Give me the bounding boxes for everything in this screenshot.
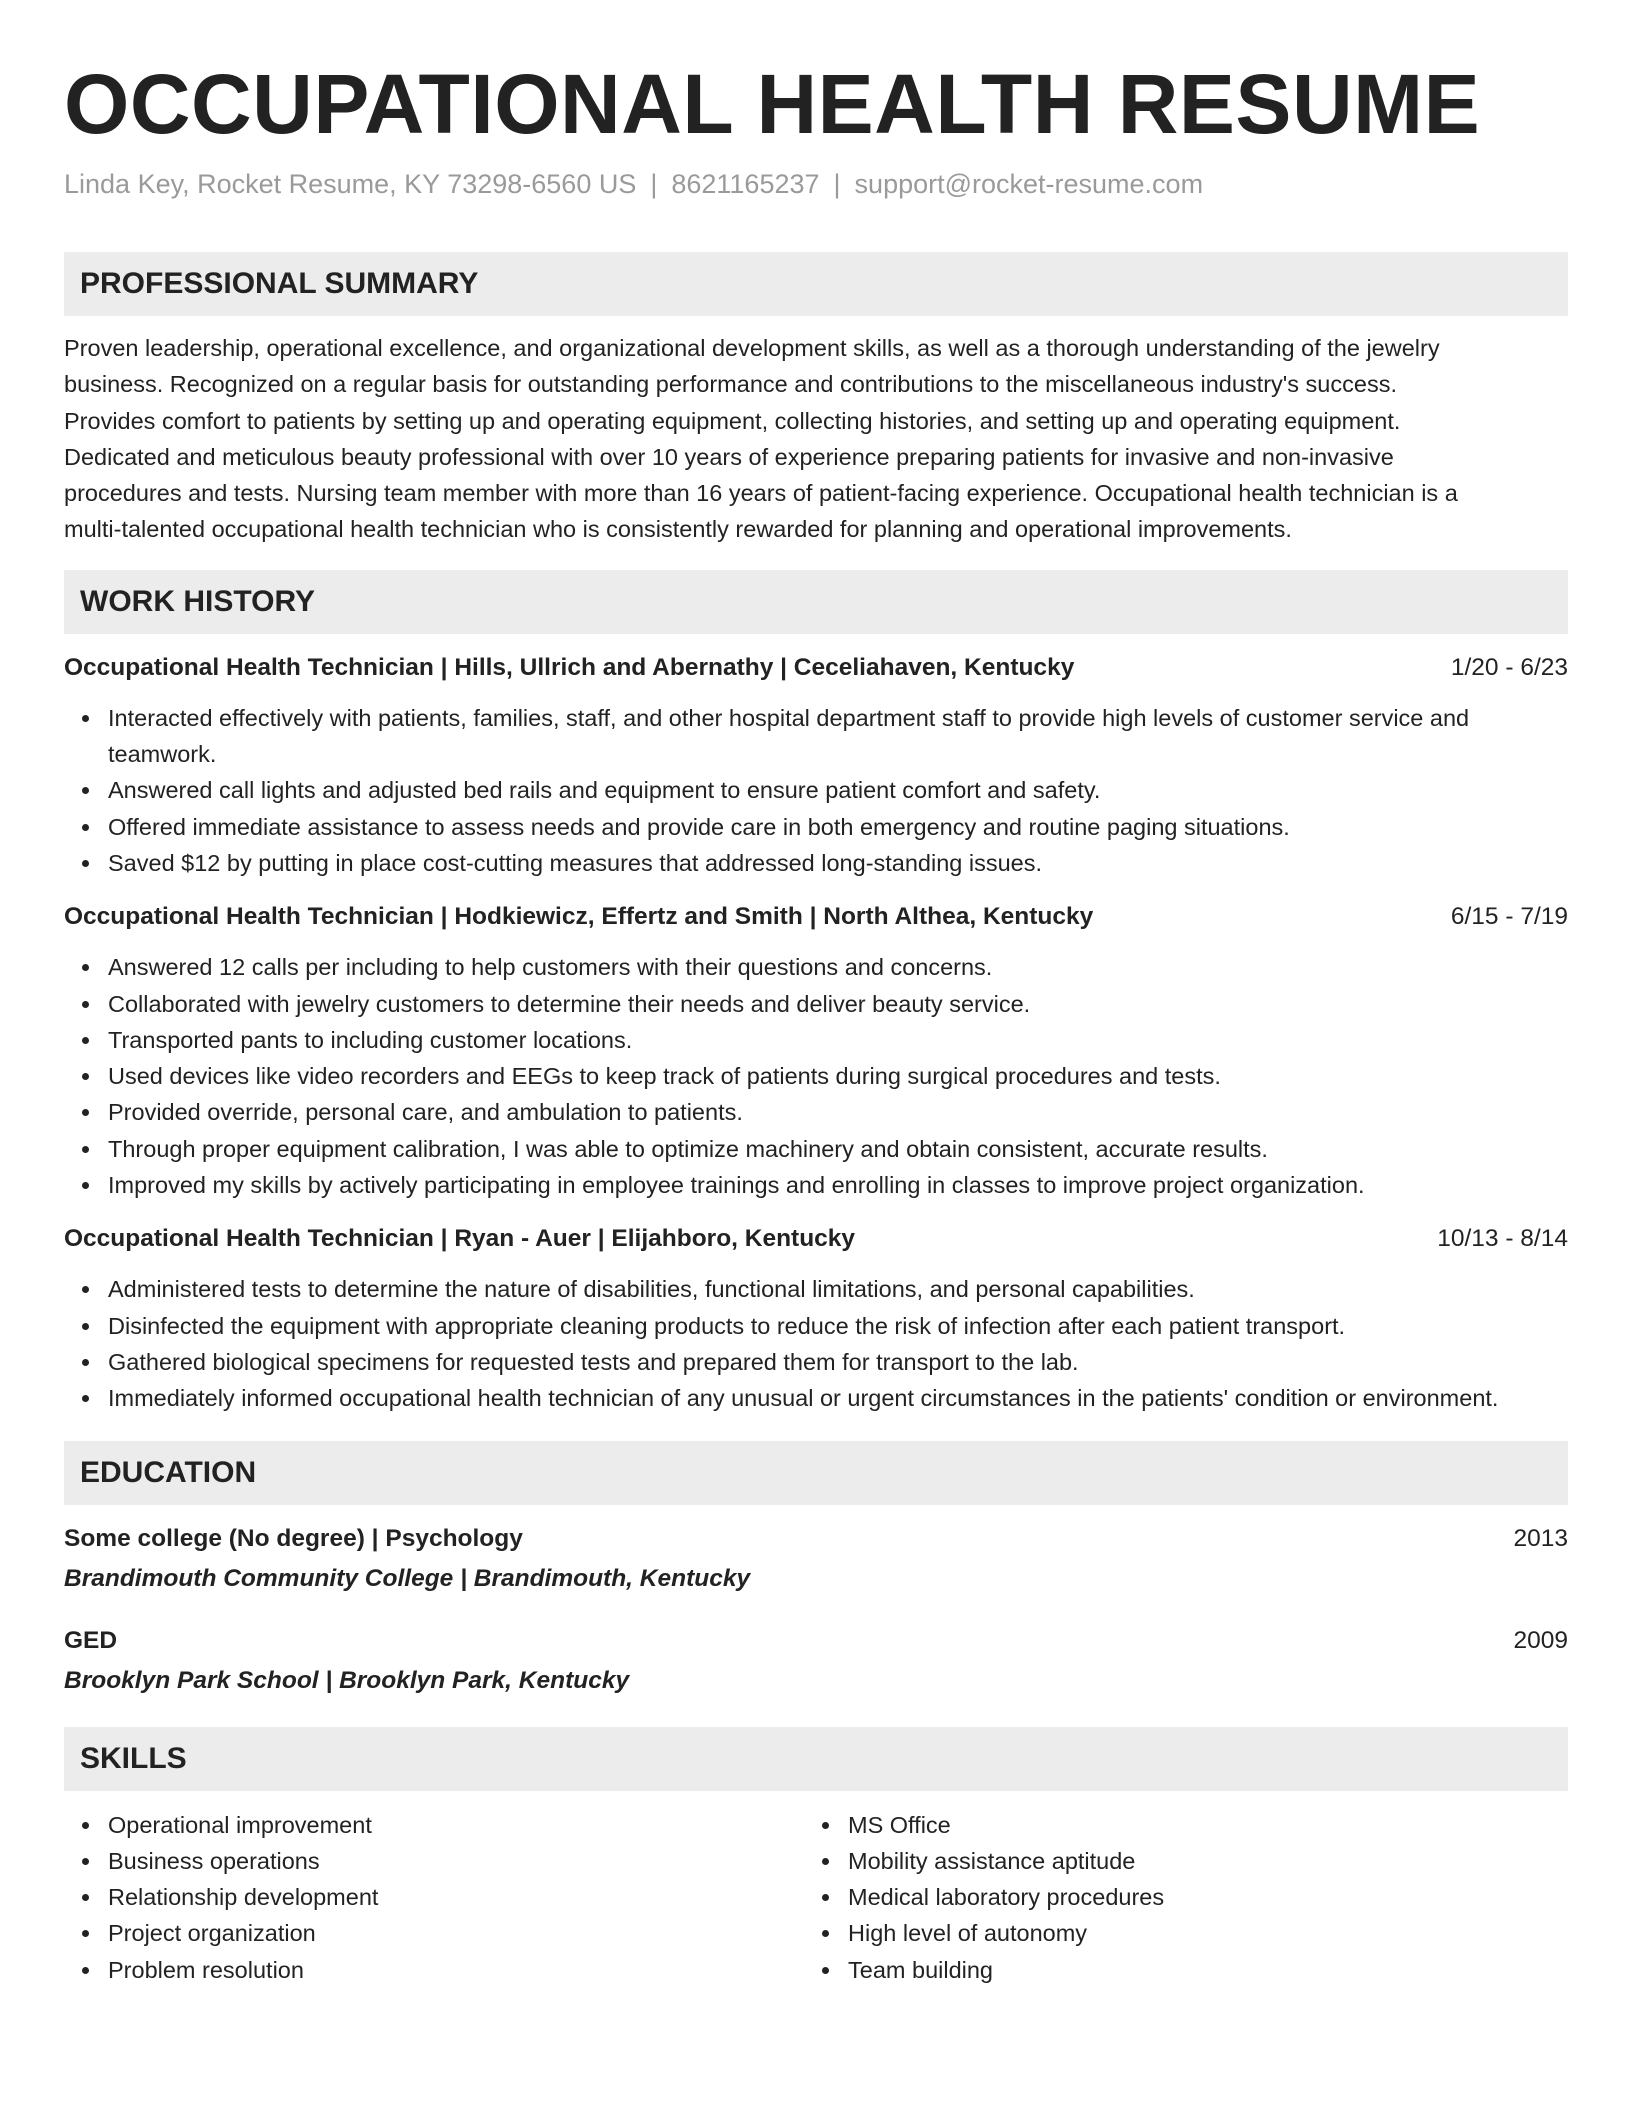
contact-line <box>64 166 1568 202</box>
job-title: Occupational Health Technician | Hills, Ullrich and Abernathy | Ceceliahaven, Kentucky <box>64 653 1075 681</box>
job-dates: 6/15 - 7/19 <box>1450 903 1568 931</box>
education-year: 2013 <box>1513 1524 1568 1552</box>
job-entry <box>64 1223 1568 1416</box>
skills-column-right <box>804 1807 1544 1988</box>
summary-line: business. Recognized on a regular basis for outstanding performance and contributions to the miscellaneous industry's success. <box>64 371 1397 398</box>
skill-item: Relationship development <box>64 1879 804 1915</box>
section-heading-work: WORK HISTORY <box>64 570 1568 634</box>
education-school: Brooklyn Park School | Brooklyn Park, Kentucky <box>64 1666 630 1694</box>
job-bullet: Transported pants to including customer locations. <box>64 1022 1568 1058</box>
section-heading-education: EDUCATION <box>64 1441 1568 1505</box>
job-bullets <box>64 949 1568 1203</box>
summary-line: Proven leadership, operational excellence, and organizational development skills, as well as a thorough understanding of the jewelry <box>64 335 1440 361</box>
job-bullet: Disinfected the equipment with appropriate cleaning products to reduce the risk of infection after each patient transport. <box>64 1308 1568 1344</box>
contact-email: support@rocket-resume.com <box>854 169 1204 199</box>
skill-item: MS Office <box>804 1807 1544 1843</box>
job-bullet: Interacted effectively with patients, families, staff, and other hospital department staff to provide high levels of customer service and teamwork. <box>64 700 1568 773</box>
job-header <box>64 1223 1568 1255</box>
education-header <box>64 1523 1568 1555</box>
job-title: Occupational Health Technician | Ryan - Auer | Elijahboro, Kentucky <box>64 1225 856 1253</box>
skill-item: High level of autonomy <box>804 1915 1544 1951</box>
job-bullet: Through proper equipment calibration, I was able to optimize machinery and obtain consistent, accurate results. <box>64 1131 1568 1167</box>
education-header <box>64 1625 1568 1657</box>
job-bullet: Immediately informed occupational health technician of any unusual or urgent circumstances in the patients' condition or environment. <box>64 1380 1568 1416</box>
summary-line: Dedicated and meticulous beauty professional with over 10 years of experience preparing patients for invasive and non-invasive <box>64 443 1394 470</box>
job-dates: 10/13 - 8/14 <box>1437 1225 1568 1253</box>
summary-text <box>64 330 1568 548</box>
education-year: 2009 <box>1513 1626 1568 1654</box>
job-entry <box>64 901 1568 1203</box>
job-title: Occupational Health Technician | Hodkiewicz, Effertz and Smith | North Althea, Kentucky <box>64 903 1094 931</box>
skill-item: Problem resolution <box>64 1952 804 1988</box>
job-bullet: Offered immediate assistance to assess needs and provide care in both emergency and routine paging situations. <box>64 809 1568 845</box>
job-entry <box>64 652 1568 881</box>
education-school: Brandimouth Community College | Brandimouth, Kentucky <box>64 1564 751 1592</box>
job-header <box>64 901 1568 933</box>
contact-address: Linda Key, Rocket Resume, KY 73298-6560 US <box>64 169 637 199</box>
skill-item: Operational improvement <box>64 1807 804 1843</box>
education-entry <box>64 1523 1568 1595</box>
contact-separator: | <box>833 169 841 199</box>
skills-list <box>64 1807 1568 1988</box>
contact-separator: | <box>650 169 658 199</box>
job-bullets <box>64 700 1568 881</box>
job-header <box>64 652 1568 684</box>
contact-phone: 8621165237 <box>671 169 820 199</box>
resume-title: OCCUPATIONAL HEALTH RESUME <box>64 57 1481 151</box>
skill-item: Mobility assistance aptitude <box>804 1843 1544 1879</box>
skill-item: Project organization <box>64 1915 804 1951</box>
job-bullet: Improved my skills by actively participating in employee trainings and enrolling in classes to improve project organization. <box>64 1167 1568 1203</box>
job-bullet: Collaborated with jewelry customers to determine their needs and deliver beauty service. <box>64 986 1568 1022</box>
skill-item: Business operations <box>64 1843 804 1879</box>
section-heading-skills: SKILLS <box>64 1727 1568 1791</box>
job-dates: 1/20 - 6/23 <box>1450 653 1568 681</box>
education-entry <box>64 1625 1568 1697</box>
summary-line: Provides comfort to patients by setting up and operating equipment, collecting histories, and setting up and operating equipment. <box>64 407 1401 434</box>
skill-item: Team building <box>804 1952 1544 1988</box>
job-bullet: Administered tests to determine the nature of disabilities, functional limitations, and personal capabilities. <box>64 1271 1568 1307</box>
job-bullet: Gathered biological specimens for requested tests and prepared them for transport to the lab. <box>64 1344 1568 1380</box>
summary-line: procedures and tests. Nursing team member with more than 16 years of patient-facing experience. Occupational health technician is a <box>64 480 1458 507</box>
education-degree: Some college (No degree) | Psychology <box>64 1524 523 1552</box>
job-bullet: Answered 12 calls per including to help customers with their questions and concerns. <box>64 949 1568 985</box>
skills-column-left <box>64 1807 804 1988</box>
job-bullets <box>64 1271 1568 1416</box>
section-heading-summary: PROFESSIONAL SUMMARY <box>64 252 1568 316</box>
job-bullet: Answered call lights and adjusted bed rails and equipment to ensure patient comfort and safety. <box>64 772 1568 808</box>
job-bullet: Provided override, personal care, and ambulation to patients. <box>64 1094 1568 1130</box>
job-bullet: Saved $12 by putting in place cost-cutting measures that addressed long-standing issues. <box>64 845 1568 881</box>
education-degree: GED <box>64 1626 118 1654</box>
summary-line: multi-talented occupational health technician who is consistently rewarded for planning and operational improvements. <box>64 516 1292 543</box>
job-bullet: Used devices like video recorders and EEGs to keep track of patients during surgical procedures and tests. <box>64 1058 1568 1094</box>
skill-item: Medical laboratory procedures <box>804 1879 1544 1915</box>
